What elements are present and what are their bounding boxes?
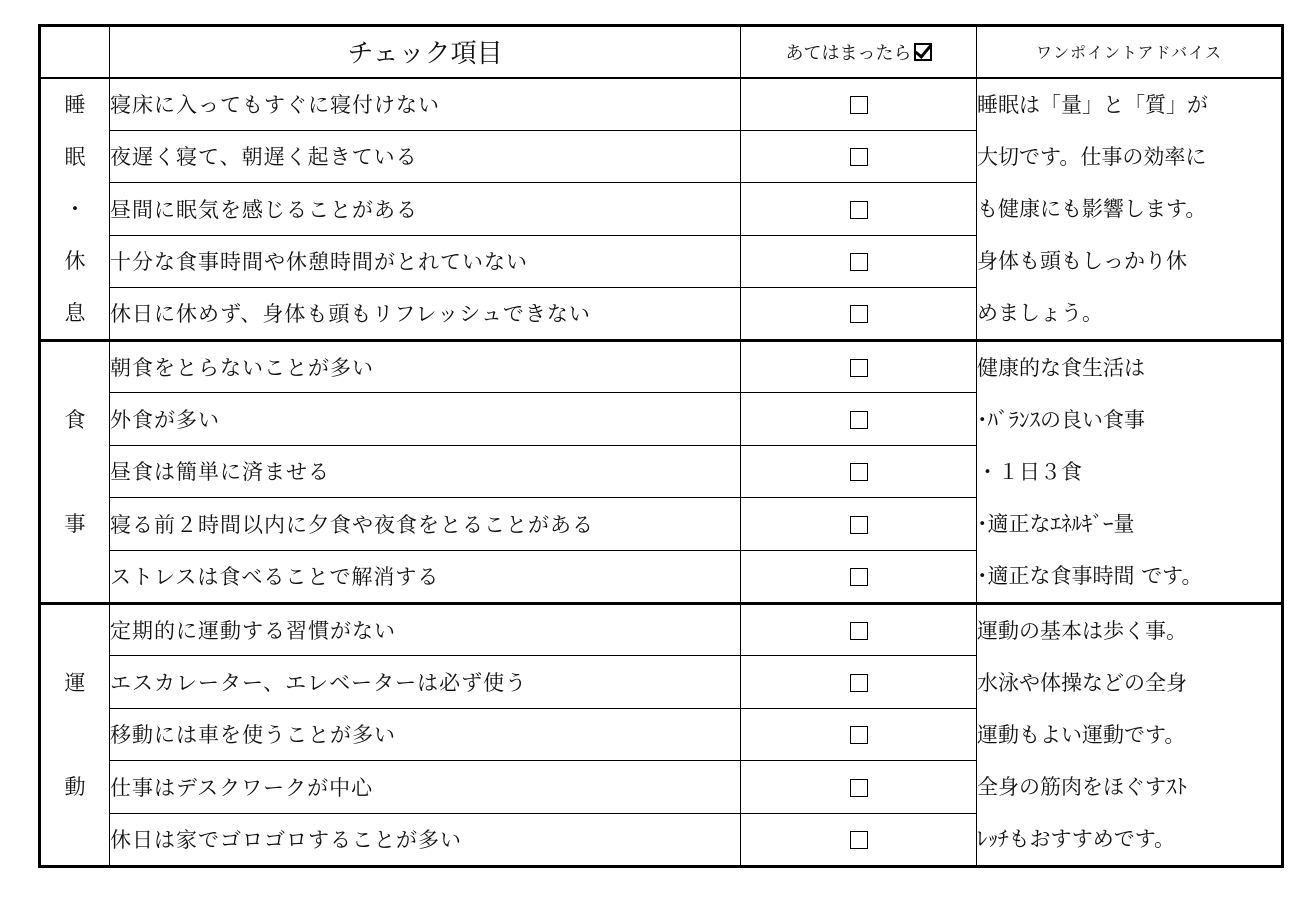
check-item-text: エスカレーター、エレベーターは必ず使う <box>110 656 741 709</box>
item-column-header: チェック項目 <box>110 26 741 78</box>
category-char: 事 <box>64 511 86 536</box>
advice-line: ･適正な食事時間 です。 <box>977 563 1203 588</box>
category-char: 食 <box>64 407 86 432</box>
check-item-text: 定期的に運動する習慣がない <box>110 603 741 656</box>
table-row <box>40 340 1283 393</box>
advice-line: ･ﾊﾞﾗﾝｽの良い食事 <box>977 407 1145 432</box>
check-item-text: 休日は家でゴロゴロすることが多い <box>110 813 741 866</box>
advice-cell-meals <box>977 340 1283 603</box>
check-item-text: 昼間に眠気を感じることがある <box>110 183 741 236</box>
category-char-spacer <box>41 446 109 498</box>
check-item-text: 仕事はデスクワークが中心 <box>110 761 741 814</box>
advice-line: 健康的な食生活は <box>977 355 1145 380</box>
advice-line: 運動の基本は歩く事。 <box>977 618 1187 643</box>
category-char: 息 <box>64 300 86 325</box>
advice-column-header: ワンポイントアドバイス <box>977 26 1283 78</box>
category-char: 動 <box>64 774 86 799</box>
checkbox-cell[interactable] <box>741 130 977 183</box>
checkbox[interactable] <box>850 201 868 219</box>
advice-cell-exercise <box>977 603 1283 866</box>
category-char: 眠 <box>64 144 86 169</box>
checkbox[interactable] <box>850 568 868 586</box>
checkbox-cell[interactable] <box>741 498 977 551</box>
checkbox[interactable] <box>850 411 868 429</box>
checkbox-cell[interactable] <box>741 550 977 603</box>
checkbox[interactable] <box>850 831 868 849</box>
advice-line: ・１日３食 <box>977 459 1082 484</box>
category-header-cell <box>40 26 110 78</box>
advice-line: 全身の筋肉をほぐすｽﾄ <box>977 774 1187 799</box>
checkbox-cell[interactable] <box>741 603 977 656</box>
check-column-header <box>741 26 977 78</box>
checkbox-cell[interactable] <box>741 656 977 709</box>
checkbox-cell[interactable] <box>741 761 977 814</box>
health-checklist-table <box>38 24 1284 868</box>
checkbox-cell[interactable] <box>741 813 977 866</box>
check-item-text: 寝床に入ってもすぐに寝付けない <box>110 78 741 131</box>
category-char-spacer <box>41 709 109 761</box>
checkbox[interactable] <box>850 305 868 323</box>
check-item-text: ストレスは食べることで解消する <box>110 550 741 603</box>
check-item-text: 夜遅く寝て、朝遅く起きている <box>110 130 741 183</box>
checkbox-cell[interactable] <box>741 183 977 236</box>
advice-line: ﾚｯﾁもおすすめです。 <box>977 826 1176 851</box>
checkbox-cell[interactable] <box>741 708 977 761</box>
checkbox-cell[interactable] <box>741 445 977 498</box>
checkbox[interactable] <box>850 779 868 797</box>
checkbox[interactable] <box>850 674 868 692</box>
check-column-header-label: あてはまったら <box>785 42 912 64</box>
category-cell-sleep <box>40 78 110 341</box>
category-cell-exercise <box>40 603 110 866</box>
checkbox-cell[interactable] <box>741 288 977 341</box>
table-row <box>40 78 1283 131</box>
advice-line: 睡眠は「量」と「質」が <box>977 92 1208 117</box>
advice-line: 水泳や体操などの全身 <box>977 670 1187 695</box>
checkbox-cell[interactable] <box>741 235 977 288</box>
table-row <box>40 603 1283 656</box>
checkbox[interactable] <box>850 253 868 271</box>
category-char: 運 <box>64 670 86 695</box>
checkbox[interactable] <box>850 622 868 640</box>
advice-line: 運動もよい運動です。 <box>977 722 1186 747</box>
category-cell-meals <box>40 340 110 603</box>
check-item-text: 外食が多い <box>110 393 741 446</box>
category-char: ・ <box>64 196 86 221</box>
checkbox-cell[interactable] <box>741 78 977 131</box>
checkbox-cell[interactable] <box>741 340 977 393</box>
advice-line: ･適正なｴﾈﾙｷﾞｰ量 <box>977 511 1135 536</box>
category-char: 睡 <box>64 92 86 117</box>
check-item-text: 朝食をとらないことが多い <box>110 340 741 393</box>
check-item-text: 移動には車を使うことが多い <box>110 708 741 761</box>
check-item-text: 休日に休めず、身体も頭もリフレッシュできない <box>110 288 741 341</box>
checkbox[interactable] <box>850 96 868 114</box>
advice-line: 身体も頭もしっかり休 <box>977 248 1187 273</box>
category-char: 休 <box>64 248 86 273</box>
check-item-text: 十分な食事時間や休憩時間がとれていない <box>110 235 741 288</box>
check-item-text: 寝る前２時間以内に夕食や夜食をとることがある <box>110 498 741 551</box>
checkbox[interactable] <box>850 359 868 377</box>
checked-box-icon <box>914 43 932 61</box>
checkbox-cell[interactable] <box>741 393 977 446</box>
checkbox[interactable] <box>850 148 868 166</box>
advice-cell-sleep <box>977 78 1283 341</box>
advice-line: も健康にも影響します。 <box>977 196 1207 221</box>
advice-line: めましょう。 <box>977 300 1103 325</box>
checkbox[interactable] <box>850 516 868 534</box>
checkbox[interactable] <box>850 463 868 481</box>
checkbox[interactable] <box>850 726 868 744</box>
header-row <box>40 26 1283 78</box>
check-item-text: 昼食は簡単に済ませる <box>110 445 741 498</box>
advice-line: 大切です。仕事の効率に <box>977 144 1207 169</box>
